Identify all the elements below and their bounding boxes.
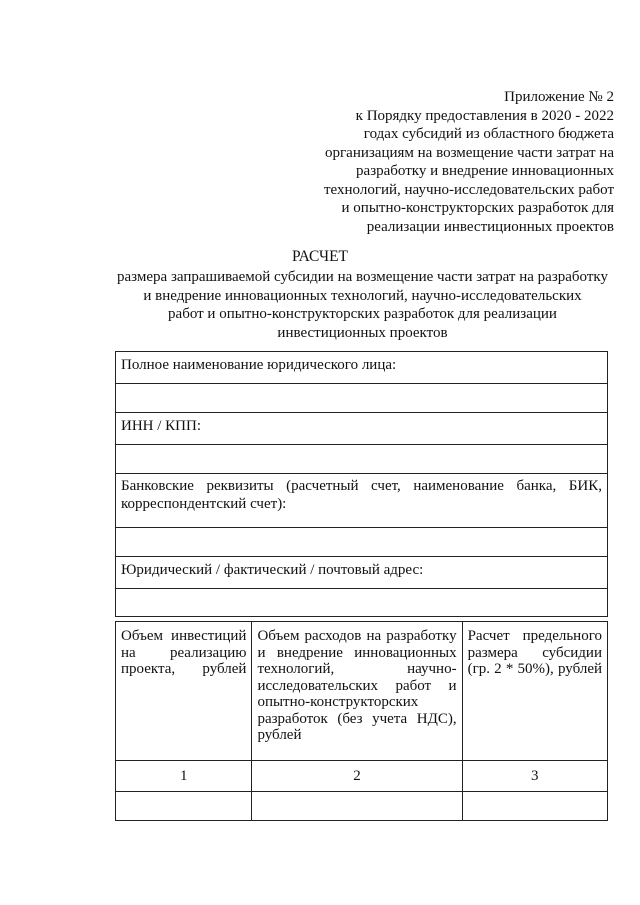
organization-info-table — [115, 351, 608, 617]
col-number-1: 1 — [116, 761, 252, 792]
document-title: РАСЧЕТ — [291, 248, 349, 265]
address-label: Юридический / фактический / почтовый адрес: — [116, 557, 608, 589]
appendix-line: разработку и внедрение инновационных — [356, 163, 614, 179]
col-number-2: 2 — [252, 761, 462, 792]
document-subtitle — [100, 268, 625, 342]
appendix-line: годах субсидий из областного бюджета — [363, 126, 614, 142]
col-number-3: 3 — [462, 761, 607, 792]
expenses-volume-field[interactable] — [252, 792, 462, 821]
appendix-line: к Порядку предоставления в 2020 - 2022 — [355, 107, 614, 124]
address-field[interactable] — [116, 589, 608, 617]
bank-details-label: Банковские реквизиты (расчетный счет, наименование банка, БИК, корреспондентский счет): — [116, 474, 608, 528]
subtitle-line: и внедрение инновационных технологий, научно-исследовательских — [143, 287, 582, 304]
appendix-block — [284, 88, 614, 236]
appendix-line: технологий, научно-исследовательских работ — [323, 181, 614, 198]
appendix-line: и опытно-конструкторских разработок для — [341, 200, 614, 216]
inn-kpp-field[interactable] — [116, 445, 608, 474]
investment-volume-field[interactable] — [116, 792, 252, 821]
legal-name-label: Полное наименование юридического лица: — [116, 352, 608, 384]
col3-header: Расчет предельного размера субсидии (гр. 2 * 50%), рублей — [462, 622, 607, 761]
appendix-line: Приложение № 2 — [504, 89, 614, 105]
subtitle-line: работ и опытно-конструкторских разработок для реализации — [168, 306, 557, 322]
bank-details-field[interactable] — [116, 528, 608, 557]
appendix-line: организациям на возмещение части затрат на — [325, 144, 614, 161]
subtitle-line: инвестиционных проектов — [277, 324, 448, 341]
inn-kpp-label: ИНН / КПП: — [116, 413, 608, 445]
subsidy-calculation-table — [115, 621, 608, 821]
legal-name-field[interactable] — [116, 384, 608, 413]
col2-header: Объем расходов на разработку и внедрение инновационных технологий, научно-исследовательских работ и опытно-конструкторских разработок (без учета НДС), рублей — [252, 622, 462, 761]
appendix-line: реализации инвестиционных проектов — [366, 218, 614, 235]
col1-header: Объем инвестиций на реализацию проекта, рублей — [116, 622, 252, 761]
subtitle-line: размера запрашиваемой субсидии на возмещение части затрат на разработку — [117, 269, 608, 285]
subsidy-amount-field[interactable] — [462, 792, 607, 821]
